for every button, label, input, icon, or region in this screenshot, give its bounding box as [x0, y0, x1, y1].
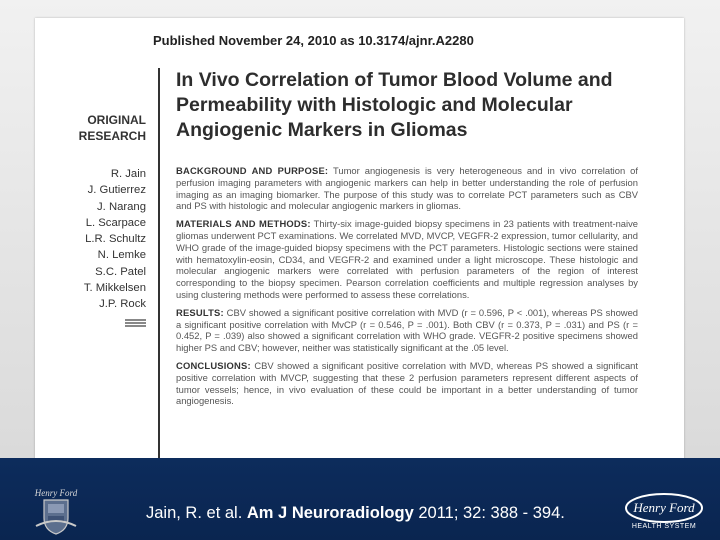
citation	[146, 504, 565, 523]
author: L.R. Schultz	[85, 233, 146, 246]
section-label-line: ORIGINAL	[87, 113, 146, 127]
abstract-background	[176, 165, 638, 212]
abstract-heading: MATERIALS AND METHODS:	[176, 218, 311, 230]
author: S.C. Patel	[95, 265, 146, 278]
footer-bar	[0, 458, 720, 540]
abstract-results	[176, 307, 638, 354]
published-line: Published November 24, 2010 as 10.3174/ajnr.A2280	[153, 33, 474, 48]
henry-ford-health-system-logo-icon	[622, 490, 706, 530]
crest-logo-text: Henry Ford	[34, 488, 78, 498]
title-line: In Vivo Correlation of Tumor Blood Volume and	[176, 69, 613, 91]
abstract-conclusions	[176, 360, 638, 407]
author: R. Jain	[110, 168, 146, 180]
abstract-methods	[176, 218, 638, 301]
abstract-heading: CONCLUSIONS:	[176, 359, 251, 371]
section-label	[40, 112, 146, 144]
author: T. Mikkelsen	[83, 282, 146, 295]
citation-authors: Jain, R. et al.	[146, 504, 247, 522]
author: N. Lemke	[97, 249, 146, 262]
author-list	[40, 166, 146, 313]
abstract-text: CBV showed a significant positive correlation with MVD, whereas PS showed a significant positive correlation with MVCP, suggesting that these 2 perfusion parameters represent different aspects of tumor vessels; hence, in vivo evaluation of these could be important in a better understanding of tumor angiogenesis.	[176, 359, 638, 407]
logo-script-text: Henry Ford	[633, 500, 695, 515]
citation-journal: Am J Neuroradiology	[246, 504, 414, 522]
author: J. Narang	[97, 200, 146, 213]
abstract-text: Thirty-six image-guided biopsy specimens in 23 patients with treatment-naive gliomas underwent PCT examinations. We correlated MVD, MVCP, VEGFR-2 expression, tumor cellularity, and WHO grade of the image-guided biopsy specimens with the PCT parameters. Histologic sections were stained with hematoxylin-eosin, CD34, and VEGFR-2 and examined under a light microscope. These histologic and molecular angiogenic markers were correlated with perfusion parameters of the region of interest corresponding to the biopsy specimen. Pearson correlation coefficients and multiple regression analyses by using clustering methods were performed to assess these correlations.	[176, 218, 638, 300]
title-line: Permeability with Histologic and Molecular	[176, 94, 573, 116]
abstract-text: CBV showed a significant positive correlation with MVD (r = 0.596, P < .001), whereas PS showed a significant positive correlation with MvCP (r = 0.546, P = .001). Both CBV (r = 0.373, P = .031) and PS (r = 0.452, P = .039) also showed a significant correlation with WHO grade. VEGFR-2 positive specimens showed higher PS and CBV; however, neither was statistically significant at the .05 level.	[176, 306, 638, 354]
citation-reference: 2011; 32: 388 - 394.	[413, 504, 565, 522]
section-label-line: RESEARCH	[78, 129, 146, 143]
abstract-heading: BACKGROUND AND PURPOSE:	[176, 165, 329, 176]
journal-mark-icon	[125, 319, 146, 328]
abstract-text: Tumor angiogenesis is very heterogeneous and in vivo correlation of perfusion imaging parameters with angiogenic markers can help in better understanding the role of perfusion imaging as an imaging biomarker. The purpose of this study was to correlate PCT parameters such as CBV and PS with histologic and molecular angiogenic markers in gliomas.	[176, 165, 638, 212]
article-title	[176, 68, 616, 143]
abstract-heading: RESULTS:	[176, 306, 224, 318]
logo-subtext: HEALTH SYSTEM	[631, 523, 697, 530]
author: J. Gutierrez	[87, 184, 146, 197]
henry-ford-crest-icon	[24, 486, 88, 536]
author: J.P. Rock	[99, 298, 146, 311]
abstract	[176, 165, 638, 413]
column-divider	[158, 68, 160, 465]
author: L. Scarpace	[85, 216, 146, 229]
title-line: Angiogenic Markers in Gliomas	[176, 119, 468, 141]
